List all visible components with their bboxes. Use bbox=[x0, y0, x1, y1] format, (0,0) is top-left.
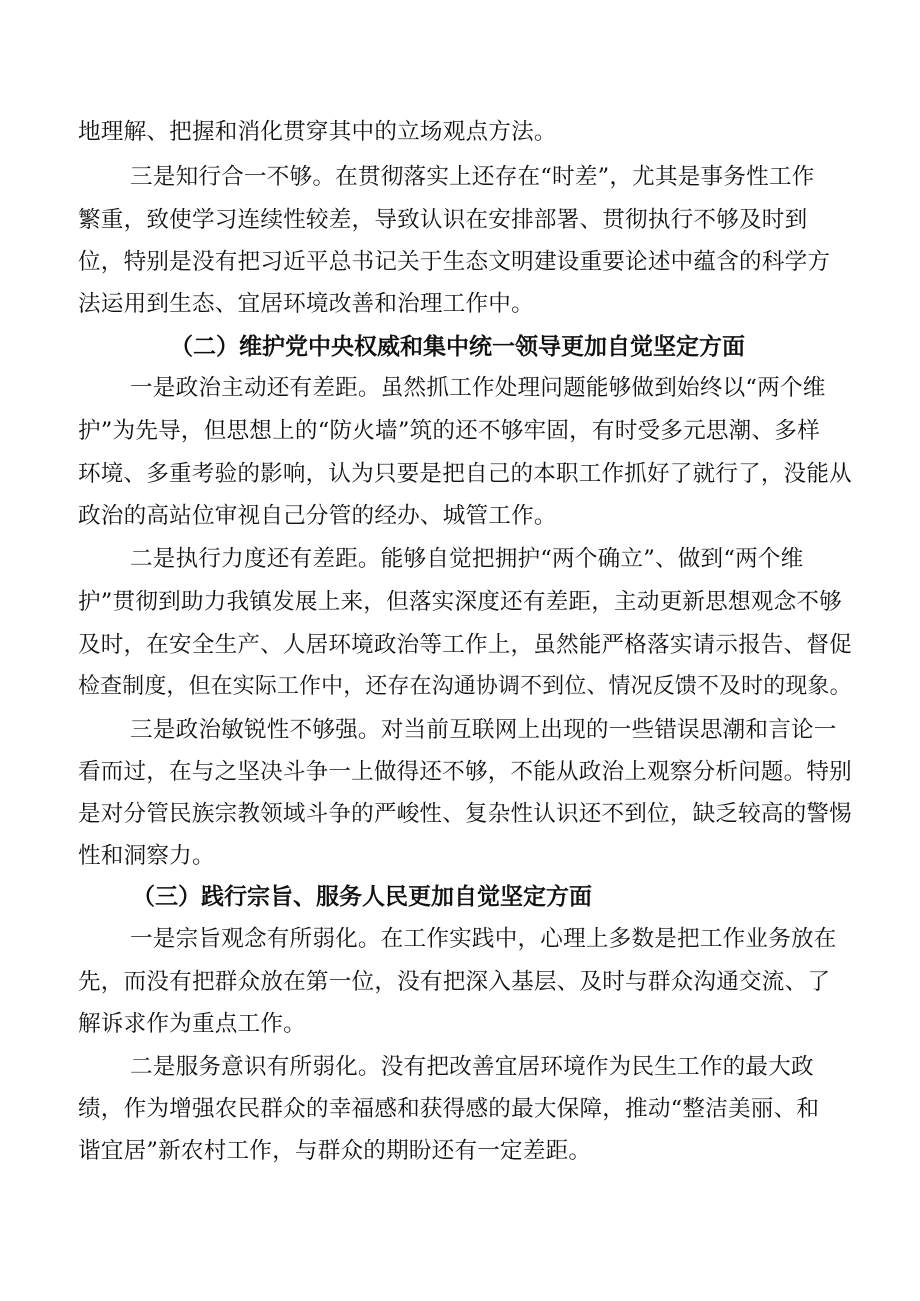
paragraph-line: 谐宜居”新农村工作，与群众的期盼还有一定差距。 bbox=[78, 1138, 592, 1164]
paragraph-line: 先，而没有把群众放在第一位，没有把深入基层、及时与群众沟通交流、了 bbox=[78, 969, 831, 995]
paragraph-line: 是对分管民族宗教领域斗争的严峻性、复杂性认识还不到位，缺乏较高的警惕 bbox=[78, 801, 852, 827]
paragraph-line: 一是政治主动还有差距。虽然抓工作处理问题能够做到始终以“两个维 bbox=[130, 375, 826, 401]
paragraph-line: 政治的高站位审视自己分管的经办、城管工作。 bbox=[78, 503, 557, 529]
paragraph-line: 性和洞察力。 bbox=[78, 843, 215, 869]
paragraph-line: 及时，在安全生产、人居环境政治等工作上，虽然能严格落实请示报告、督促 bbox=[78, 632, 852, 658]
paragraph-line: 位，特别是没有把习近平总书记关于生态文明建设重要论述中蕴含的科学方 bbox=[78, 249, 831, 275]
paragraph-line: 绩，作为增强农民群众的幸福感和获得感的最大保障，推动“整洁美丽、和 bbox=[78, 1096, 820, 1122]
section-heading-2: （二）维护党中央权威和集中统一领导更加自觉坚定方面 bbox=[170, 334, 745, 360]
paragraph-line: 护”贯彻到助力我镇发展上来，但落实深度还有差距，主动更新思想观念不够 bbox=[78, 589, 842, 615]
paragraph-line: 一是宗旨观念有所弱化。在工作实践中，心理上多数是把工作业务放在 bbox=[130, 926, 837, 952]
paragraph-line: 地理解、把握和消化贯穿其中的立场观点方法。 bbox=[78, 119, 557, 145]
paragraph-line: 看而过，在与之坚决斗争一上做得还不够，不能从政治上观察分析问题。特别 bbox=[78, 759, 852, 785]
paragraph-line: 检查制度，但在实际工作中，还存在沟通协调不到位、情况反馈不及时的现象。 bbox=[78, 674, 852, 699]
paragraph-line: 护”为先导，但思想上的“防火墙”筑的还不够牢固，有时受多元思潮、多样 bbox=[78, 418, 820, 444]
paragraph-line: 三是政治敏锐性不够强。对当前互联网上出现的一些错误思潮和言论一 bbox=[130, 717, 837, 743]
paragraph-line: 环境、多重考验的影响，认为只要是把自己的本职工作抓好了就行了，没能从 bbox=[78, 461, 852, 487]
paragraph-line: 二是执行力度还有差距。能够自觉把拥护“两个确立”、做到“两个维 bbox=[130, 546, 804, 572]
paragraph-line: 法运用到生态、宜居环境改善和治理工作中。 bbox=[78, 291, 534, 317]
paragraph-line: 二是服务意识有所弱化。没有把改善宜居环境作为民生工作的最大政 bbox=[130, 1054, 814, 1080]
paragraph-line: 三是知行合一不够。在贯彻落实上还存在“时差”，尤其是事务性工作 bbox=[130, 164, 815, 190]
paragraph-line: 解诉求作为重点工作。 bbox=[78, 1011, 306, 1037]
section-heading-3: （三）践行宗旨、服务人民更加自觉坚定方面 bbox=[132, 884, 592, 910]
paragraph-line: 繁重，致使学习连续性较差，导致认识在安排部署、贯彻执行不够及时到 bbox=[78, 207, 808, 233]
